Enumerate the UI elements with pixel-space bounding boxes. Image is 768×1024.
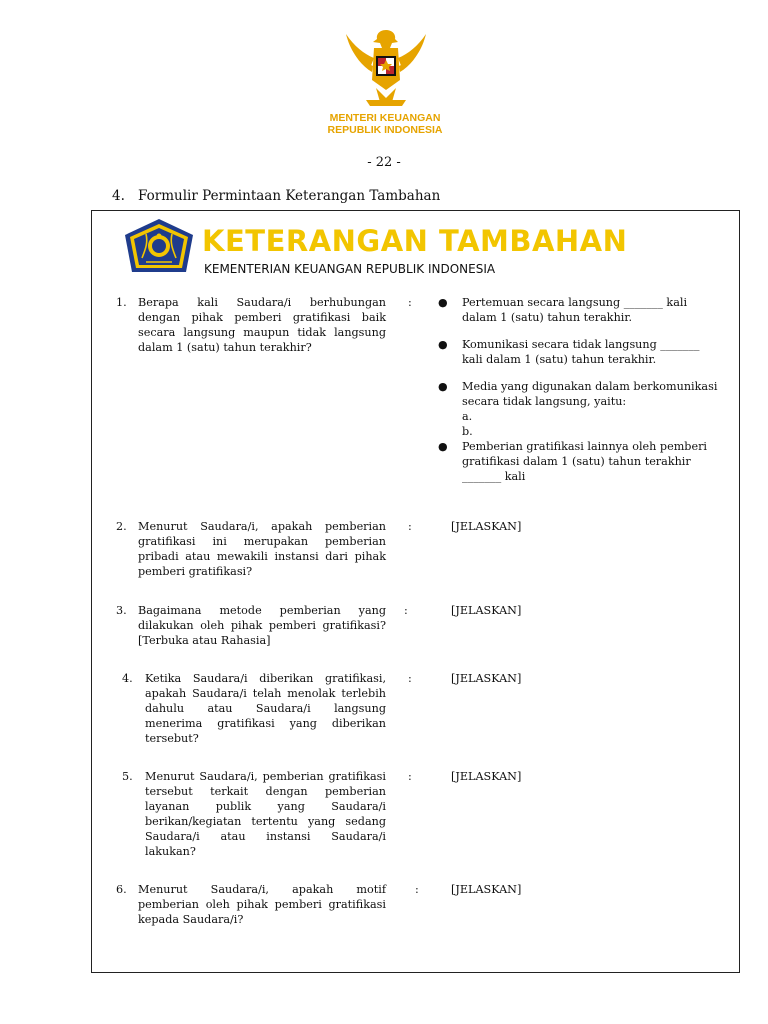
bullet-icon: ●: [438, 380, 448, 393]
section-heading: [112, 188, 440, 204]
question-5-colon: :: [408, 770, 412, 783]
answer-bullet-3-b: b.: [462, 425, 473, 438]
banner-title: KETERANGAN TAMBAHAN: [202, 224, 628, 258]
question-1-answers: [438, 295, 722, 484]
answer-bullet-3: [438, 379, 722, 439]
bullet-icon: ●: [438, 440, 448, 453]
answer-bullet-2: [438, 337, 722, 367]
question-5-answer: [JELASKAN]: [451, 770, 522, 783]
question-5-text: Menurut Saudara/i, pemberian gratifikasi tersebut terkait dengan pemberian layanan publik yang Saudara/i berikan/kegiatan tertentu yang sedang Saudara/i atau instansi Saudara/i lakukan?: [145, 770, 386, 858]
ministry-line2: REPUBLIK INDONESIA: [327, 124, 443, 136]
question-1-text: Berapa kali Saudara/i berhubungan dengan pihak pemberi gratifikasi baik secara langsung maupun tidak langsung dalam 1 (satu) tahun terakhir?: [138, 296, 386, 354]
garuda-emblem-icon: [340, 24, 432, 108]
ministry-label: [300, 112, 470, 136]
kemenkeu-logo-icon: [124, 218, 194, 276]
bullet-icon: ●: [438, 338, 448, 351]
question-3-answer: [JELASKAN]: [451, 604, 522, 617]
answer-bullet-3-a: a.: [462, 410, 473, 423]
question-6-colon: :: [415, 883, 419, 896]
question-3-number: 3.: [116, 604, 127, 617]
question-2-text: Menurut Saudara/i, apakah pemberian gratifikasi ini merupakan pemberian pribadi atau mewakili instansi dari pihak pemberi gratifikasi?: [138, 520, 386, 578]
question-2-number: 2.: [116, 520, 127, 533]
question-2-answer: [JELASKAN]: [451, 520, 522, 533]
question-6-answer: [JELASKAN]: [451, 883, 522, 896]
question-4-number: 4.: [122, 672, 133, 685]
question-2-colon: :: [408, 520, 412, 533]
question-4-colon: :: [408, 672, 412, 685]
answer-bullet-4-text: Pemberian gratifikasi lainnya oleh pemberi gratifikasi dalam 1 (satu) tahun terakhir _______ kali: [462, 440, 708, 483]
banner-subtitle: KEMENTERIAN KEUANGAN REPUBLIK INDONESIA: [204, 262, 496, 276]
ministry-line1: MENTERI KEUANGAN: [329, 112, 441, 124]
question-4-text: Ketika Saudara/i diberikan gratifikasi, apakah Saudara/i telah menolak terlebih dahulu atau Saudara/i langsung menerima gratifikasi yang diberikan tersebut?: [145, 672, 386, 745]
question-3-text: Bagaimana metode pemberian yang dilakukan oleh pihak pemberi gratifikasi? [Terbuka atau Rahasia]: [138, 604, 386, 647]
bullet-icon: ●: [438, 296, 448, 309]
question-5-number: 5.: [122, 770, 133, 783]
question-1-number: 1.: [116, 296, 127, 309]
section-title: Formulir Permintaan Keterangan Tambahan: [138, 188, 441, 204]
answer-bullet-4: [438, 439, 722, 484]
question-6-text: Menurut Saudara/i, apakah motif pemberian oleh pihak pemberi gratifikasi kepada Saudara/i?: [138, 883, 386, 926]
page-number: - 22 -: [367, 155, 401, 170]
question-3-colon: :: [404, 604, 408, 617]
section-number: 4.: [112, 188, 125, 204]
question-6-number: 6.: [116, 883, 127, 896]
answer-bullet-2-text: Komunikasi secara tidak langsung _______ kali dalam 1 (satu) tahun terakhir.: [462, 338, 700, 366]
question-4-answer: [JELASKAN]: [451, 672, 522, 685]
answer-bullet-1-text: Pertemuan secara langsung _______ kali dalam 1 (satu) tahun terakhir.: [462, 296, 688, 324]
question-1-colon: :: [408, 296, 412, 309]
answer-bullet-3-text: Media yang digunakan dalam berkomunikasi secara tidak langsung, yaitu:: [462, 380, 718, 408]
answer-bullet-1: [438, 295, 722, 325]
